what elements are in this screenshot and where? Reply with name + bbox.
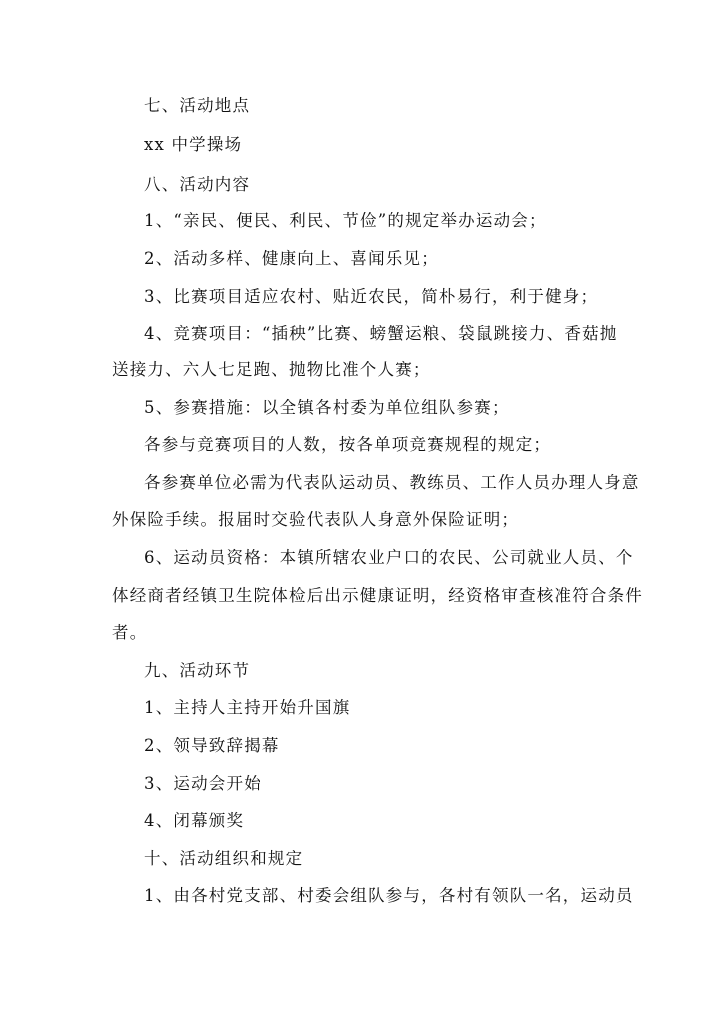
content-item-4-line-1: 4、竞赛项目：“插秧”比赛、螃蟹运粮、袋鼠跳接力、香菇抛 — [144, 324, 618, 343]
section-heading-organization: 十、活动组织和规定 — [144, 849, 304, 868]
procedure-item-2: 2、领导致辞揭幕 — [144, 736, 280, 755]
content-item-5-paragraph-1: 各参与竞赛项目的人数，按各单项竞赛规程的规定； — [144, 435, 552, 454]
section-heading-location: 七、活动地点 — [144, 96, 251, 115]
content-item-4-line-2: 送接力、六人七足跑、抛物比准个人赛； — [112, 360, 431, 379]
content-item-6-line-2: 体经商者经镇卫生院体检后出示健康证明，经资格审查核准符合条件 — [112, 586, 643, 605]
content-item-3: 3、比赛项目适应农村、贴近农民，简朴易行，利于健身； — [144, 287, 599, 306]
section-heading-content: 八、活动内容 — [144, 175, 251, 194]
procedure-item-1: 1、主持人主持开始升国旗 — [144, 698, 351, 717]
content-item-5-paragraph-2-line-2: 外保险手续。报届时交验代表队人身意外保险证明； — [112, 510, 520, 529]
content-item-5: 5、参赛措施：以全镇各村委为单位组队参赛； — [144, 398, 510, 417]
content-item-6-line-1: 6、运动员资格：本镇所辖农业户口的农民、公司就业人员、个 — [144, 548, 634, 567]
content-item-1: 1、“亲民、便民、利民、节俭”的规定举办运动会； — [144, 211, 547, 230]
organization-item-1-line-1: 1、由各村党支部、村委会组队参与，各村有领队一名，运动员 — [144, 886, 634, 905]
content-item-2: 2、活动多样、健康向上、喜闻乐见； — [144, 249, 439, 268]
procedure-item-3: 3、运动会开始 — [144, 774, 262, 793]
section-heading-procedure: 九、活动环节 — [144, 661, 251, 680]
content-item-6-line-3: 者。 — [112, 623, 148, 642]
location-text: xx 中学操场 — [144, 135, 243, 154]
content-item-5-paragraph-2-line-1: 各参赛单位必需为代表队运动员、教练员、工作人员办理人身意 — [144, 473, 640, 492]
procedure-item-4: 4、闭幕颁奖 — [144, 811, 245, 830]
